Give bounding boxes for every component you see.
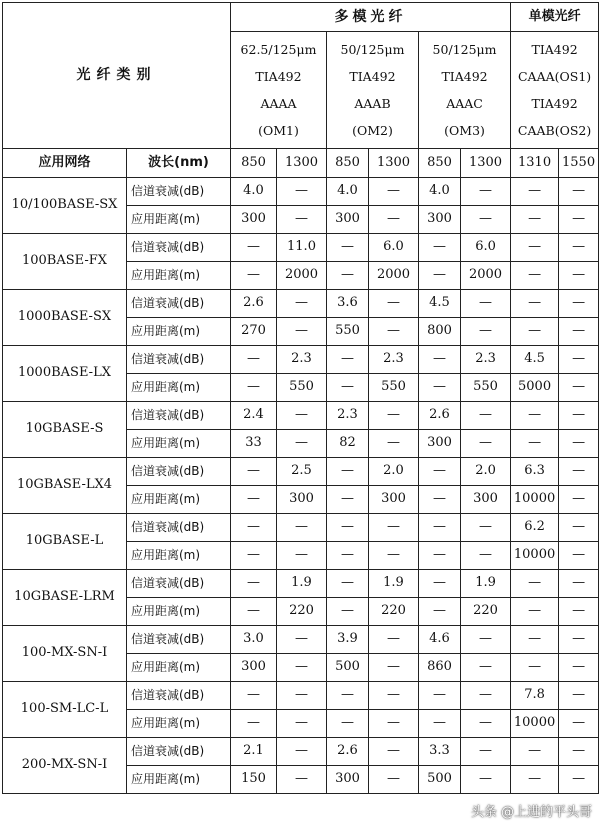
attenuation-cell: — bbox=[559, 570, 599, 598]
distance-cell: 300 bbox=[419, 206, 461, 234]
attenuation-cell: 4.5 bbox=[419, 290, 461, 318]
attenuation-cell: — bbox=[419, 346, 461, 374]
header-row-group bbox=[3, 3, 599, 32]
attenuation-cell: — bbox=[231, 682, 277, 710]
attenuation-cell: — bbox=[231, 234, 277, 262]
distance-cell: — bbox=[419, 486, 461, 514]
attenuation-cell: 3.6 bbox=[327, 290, 369, 318]
attenuation-label: 信道衰减(dB) bbox=[127, 458, 231, 486]
network-name: 10GBASE-LX4 bbox=[3, 458, 127, 514]
attenuation-cell: 6.0 bbox=[461, 234, 511, 262]
distance-label: 应用距离(m) bbox=[127, 766, 231, 794]
distance-cell: — bbox=[369, 542, 419, 570]
distance-cell: — bbox=[511, 206, 559, 234]
attenuation-cell: 2.6 bbox=[231, 290, 277, 318]
distance-cell: — bbox=[419, 262, 461, 290]
attenuation-cell: 2.0 bbox=[369, 458, 419, 486]
distance-cell: — bbox=[277, 710, 327, 738]
distance-cell: 300 bbox=[231, 654, 277, 682]
distance-cell: 550 bbox=[277, 374, 327, 402]
distance-cell: 33 bbox=[231, 430, 277, 458]
distance-cell: 550 bbox=[327, 318, 369, 346]
distance-cell: — bbox=[559, 430, 599, 458]
distance-cell: — bbox=[231, 262, 277, 290]
distance-cell: — bbox=[511, 318, 559, 346]
attenuation-cell: — bbox=[511, 738, 559, 766]
attenuation-cell: — bbox=[559, 626, 599, 654]
fiber-type-line: TIA492 bbox=[441, 69, 488, 84]
fiber-spec-table bbox=[2, 2, 599, 794]
attenuation-label: 信道衰减(dB) bbox=[127, 682, 231, 710]
distance-cell: — bbox=[559, 654, 599, 682]
header-row-wavelengths bbox=[3, 149, 599, 178]
network-name: 100BASE-FX bbox=[3, 234, 127, 290]
attenuation-cell: 6.3 bbox=[511, 458, 559, 486]
distance-cell: 550 bbox=[369, 374, 419, 402]
attenuation-label: 信道衰减(dB) bbox=[127, 402, 231, 430]
distance-cell: — bbox=[461, 766, 511, 794]
table-row bbox=[3, 570, 599, 598]
attenuation-cell: — bbox=[559, 290, 599, 318]
attenuation-cell: 1.9 bbox=[461, 570, 511, 598]
fiber-type-line: AAAB bbox=[354, 96, 391, 111]
attenuation-cell: — bbox=[277, 290, 327, 318]
distance-cell: 300 bbox=[327, 206, 369, 234]
wavelength-cell: 850 bbox=[327, 149, 369, 178]
distance-cell: 500 bbox=[419, 766, 461, 794]
attenuation-label: 信道衰减(dB) bbox=[127, 738, 231, 766]
distance-cell: — bbox=[461, 430, 511, 458]
fiber-type-line: CAAA(OS1) bbox=[517, 69, 592, 84]
attenuation-cell: 6.0 bbox=[369, 234, 419, 262]
attenuation-cell: 2.3 bbox=[369, 346, 419, 374]
distance-cell: — bbox=[369, 318, 419, 346]
distance-cell: — bbox=[277, 430, 327, 458]
attenuation-cell: 3.0 bbox=[231, 626, 277, 654]
distance-cell: — bbox=[511, 654, 559, 682]
distance-cell: 220 bbox=[461, 598, 511, 626]
distance-cell: — bbox=[327, 486, 369, 514]
distance-cell: — bbox=[369, 654, 419, 682]
distance-label: 应用距离(m) bbox=[127, 430, 231, 458]
attenuation-cell: — bbox=[559, 514, 599, 542]
attenuation-cell: — bbox=[277, 402, 327, 430]
distance-cell: 300 bbox=[419, 430, 461, 458]
distance-cell: — bbox=[461, 710, 511, 738]
attenuation-cell: 4.5 bbox=[511, 346, 559, 374]
distance-cell: — bbox=[511, 262, 559, 290]
network-name: 1000BASE-LX bbox=[3, 346, 127, 402]
distance-cell: 270 bbox=[231, 318, 277, 346]
distance-label: 应用距离(m) bbox=[127, 262, 231, 290]
attenuation-cell: 4.0 bbox=[419, 178, 461, 206]
distance-cell: 82 bbox=[327, 430, 369, 458]
distance-cell: 800 bbox=[419, 318, 461, 346]
table-row bbox=[3, 402, 599, 430]
attenuation-label: 信道衰减(dB) bbox=[127, 514, 231, 542]
attenuation-cell: 4.6 bbox=[419, 626, 461, 654]
table-row bbox=[3, 514, 599, 542]
distance-cell: 300 bbox=[369, 486, 419, 514]
distance-cell: 500 bbox=[327, 654, 369, 682]
fiber-type-line: TIA492 bbox=[531, 42, 578, 57]
distance-cell: — bbox=[327, 710, 369, 738]
distance-cell: — bbox=[559, 710, 599, 738]
network-name: 200-MX-SN-I bbox=[3, 738, 127, 794]
singlemode-fiber-header: 单模光纤 bbox=[511, 3, 599, 32]
attenuation-cell: 2.6 bbox=[419, 402, 461, 430]
attenuation-cell: 1.9 bbox=[277, 570, 327, 598]
distance-label: 应用距离(m) bbox=[127, 206, 231, 234]
distance-cell: 10000 bbox=[511, 710, 559, 738]
distance-cell: — bbox=[559, 318, 599, 346]
distance-cell: 5000 bbox=[511, 374, 559, 402]
distance-cell: 150 bbox=[231, 766, 277, 794]
distance-cell: 300 bbox=[327, 766, 369, 794]
distance-cell: — bbox=[461, 318, 511, 346]
distance-cell: — bbox=[461, 542, 511, 570]
distance-cell: — bbox=[277, 766, 327, 794]
attenuation-cell: — bbox=[327, 570, 369, 598]
fiber-type-line: TIA492 bbox=[349, 69, 396, 84]
attenuation-cell: — bbox=[327, 514, 369, 542]
attenuation-cell: — bbox=[461, 514, 511, 542]
wavelength-cell: 1300 bbox=[277, 149, 327, 178]
fiber-type-line: AAAC bbox=[446, 96, 483, 111]
wavelength-cell: 1300 bbox=[369, 149, 419, 178]
distance-cell: — bbox=[369, 766, 419, 794]
distance-cell: — bbox=[559, 542, 599, 570]
distance-cell: 2000 bbox=[277, 262, 327, 290]
table-row bbox=[3, 682, 599, 710]
multimode-fiber-header: 多模光纤 bbox=[231, 3, 511, 32]
distance-cell: — bbox=[559, 766, 599, 794]
attenuation-cell: 1.9 bbox=[369, 570, 419, 598]
attenuation-cell: — bbox=[419, 234, 461, 262]
attenuation-cell: 2.6 bbox=[327, 738, 369, 766]
distance-cell: — bbox=[511, 766, 559, 794]
distance-label: 应用距离(m) bbox=[127, 598, 231, 626]
distance-cell: 550 bbox=[461, 374, 511, 402]
fiber-category-label: 光纤类别 bbox=[3, 3, 231, 149]
table-row bbox=[3, 626, 599, 654]
distance-cell: — bbox=[511, 430, 559, 458]
wavelength-cell: 1310 bbox=[511, 149, 559, 178]
attenuation-cell: — bbox=[419, 570, 461, 598]
table-row bbox=[3, 458, 599, 486]
attenuation-cell: — bbox=[369, 402, 419, 430]
fiber-type-om1 bbox=[231, 32, 327, 149]
attenuation-cell: 4.0 bbox=[231, 178, 277, 206]
attenuation-label: 信道衰减(dB) bbox=[127, 178, 231, 206]
distance-cell: — bbox=[461, 206, 511, 234]
distance-cell: — bbox=[559, 262, 599, 290]
fiber-type-om2 bbox=[327, 32, 419, 149]
distance-cell: 220 bbox=[369, 598, 419, 626]
attenuation-label: 信道衰减(dB) bbox=[127, 626, 231, 654]
attenuation-cell: — bbox=[559, 346, 599, 374]
distance-label: 应用距离(m) bbox=[127, 710, 231, 738]
fiber-type-line: AAAA bbox=[260, 96, 297, 111]
distance-cell: — bbox=[369, 206, 419, 234]
distance-cell: — bbox=[277, 318, 327, 346]
distance-cell: — bbox=[327, 374, 369, 402]
distance-cell: — bbox=[327, 598, 369, 626]
attenuation-cell: — bbox=[369, 626, 419, 654]
attenuation-cell: 2.3 bbox=[461, 346, 511, 374]
wavelength-cell: 850 bbox=[419, 149, 461, 178]
wavelength-cell: 850 bbox=[231, 149, 277, 178]
attenuation-cell: — bbox=[277, 738, 327, 766]
table-row bbox=[3, 346, 599, 374]
distance-cell: — bbox=[369, 710, 419, 738]
table-row bbox=[3, 234, 599, 262]
attenuation-cell: — bbox=[327, 234, 369, 262]
attenuation-cell: — bbox=[559, 682, 599, 710]
attenuation-cell: — bbox=[369, 514, 419, 542]
distance-cell: — bbox=[559, 598, 599, 626]
distance-cell: — bbox=[231, 598, 277, 626]
attenuation-cell: — bbox=[369, 738, 419, 766]
distance-cell: — bbox=[277, 206, 327, 234]
attenuation-cell: — bbox=[461, 178, 511, 206]
attenuation-cell: — bbox=[277, 178, 327, 206]
attenuation-cell: — bbox=[559, 402, 599, 430]
distance-cell: — bbox=[231, 710, 277, 738]
fiber-type-line: 50/125μm bbox=[340, 42, 405, 57]
distance-cell: 10000 bbox=[511, 486, 559, 514]
distance-cell: — bbox=[419, 542, 461, 570]
distance-cell: — bbox=[231, 374, 277, 402]
distance-cell: 300 bbox=[461, 486, 511, 514]
attenuation-cell: 3.3 bbox=[419, 738, 461, 766]
distance-cell: — bbox=[419, 374, 461, 402]
attenuation-cell: — bbox=[369, 682, 419, 710]
attenuation-cell: — bbox=[419, 458, 461, 486]
attenuation-cell: — bbox=[419, 682, 461, 710]
attenuation-cell: 3.9 bbox=[327, 626, 369, 654]
fiber-type-line: TIA492 bbox=[531, 96, 578, 111]
distance-cell: 860 bbox=[419, 654, 461, 682]
distance-cell: 220 bbox=[277, 598, 327, 626]
attenuation-cell: — bbox=[559, 458, 599, 486]
network-name: 100-SM-LC-L bbox=[3, 682, 127, 738]
distance-cell: — bbox=[419, 598, 461, 626]
attenuation-cell: — bbox=[327, 346, 369, 374]
attenuation-cell: 6.2 bbox=[511, 514, 559, 542]
fiber-type-line: (OM1) bbox=[258, 123, 299, 138]
distance-cell: 10000 bbox=[511, 542, 559, 570]
attenuation-cell: — bbox=[559, 234, 599, 262]
network-name: 100-MX-SN-I bbox=[3, 626, 127, 682]
attenuation-cell: 2.0 bbox=[461, 458, 511, 486]
distance-cell: — bbox=[231, 486, 277, 514]
network-rows bbox=[3, 178, 599, 794]
table-row bbox=[3, 178, 599, 206]
attenuation-cell: — bbox=[461, 738, 511, 766]
network-name: 10GBASE-LRM bbox=[3, 570, 127, 626]
attenuation-cell: — bbox=[559, 738, 599, 766]
table-row bbox=[3, 738, 599, 766]
table-row bbox=[3, 290, 599, 318]
distance-cell: 2000 bbox=[461, 262, 511, 290]
attenuation-label: 信道衰减(dB) bbox=[127, 346, 231, 374]
attenuation-cell: — bbox=[327, 458, 369, 486]
distance-cell: — bbox=[277, 654, 327, 682]
distance-cell: — bbox=[327, 262, 369, 290]
fiber-type-line: TIA492 bbox=[255, 69, 302, 84]
attenuation-cell: — bbox=[369, 290, 419, 318]
attenuation-cell: — bbox=[231, 570, 277, 598]
fiber-type-line: CAAB(OS2) bbox=[517, 123, 592, 138]
network-name: 10/100BASE-SX bbox=[3, 178, 127, 234]
attenuation-cell: 2.5 bbox=[277, 458, 327, 486]
attenuation-cell: — bbox=[277, 626, 327, 654]
attenuation-cell: — bbox=[511, 626, 559, 654]
attenuation-cell: — bbox=[511, 570, 559, 598]
distance-cell: 2000 bbox=[369, 262, 419, 290]
fiber-type-line: 62.5/125μm bbox=[240, 42, 317, 57]
source-watermark: 头条 @上进的平头哥 bbox=[470, 805, 592, 820]
attenuation-cell: — bbox=[461, 290, 511, 318]
distance-label: 应用距离(m) bbox=[127, 318, 231, 346]
attenuation-cell: — bbox=[511, 234, 559, 262]
attenuation-cell: — bbox=[369, 178, 419, 206]
distance-cell: 300 bbox=[277, 486, 327, 514]
attenuation-cell: — bbox=[511, 290, 559, 318]
distance-cell: — bbox=[231, 542, 277, 570]
network-name: 1000BASE-SX bbox=[3, 290, 127, 346]
attenuation-cell: — bbox=[559, 178, 599, 206]
attenuation-label: 信道衰减(dB) bbox=[127, 570, 231, 598]
attenuation-cell: — bbox=[511, 178, 559, 206]
fiber-type-line: (OM3) bbox=[444, 123, 485, 138]
attenuation-cell: — bbox=[327, 682, 369, 710]
attenuation-cell: 2.4 bbox=[231, 402, 277, 430]
fiber-type-line: (OM2) bbox=[352, 123, 393, 138]
network-name: 10GBASE-S bbox=[3, 402, 127, 458]
fiber-type-line: 50/125μm bbox=[432, 42, 497, 57]
distance-cell: — bbox=[559, 206, 599, 234]
network-column-header: 应用网络 bbox=[3, 149, 127, 178]
distance-cell: — bbox=[419, 710, 461, 738]
attenuation-cell: 2.3 bbox=[277, 346, 327, 374]
attenuation-cell: 11.0 bbox=[277, 234, 327, 262]
distance-cell: — bbox=[461, 654, 511, 682]
distance-cell: — bbox=[327, 542, 369, 570]
attenuation-label: 信道衰减(dB) bbox=[127, 234, 231, 262]
distance-cell: 300 bbox=[231, 206, 277, 234]
attenuation-cell: — bbox=[461, 626, 511, 654]
network-name: 10GBASE-L bbox=[3, 514, 127, 570]
attenuation-cell: 2.3 bbox=[327, 402, 369, 430]
wavelength-cell: 1550 bbox=[559, 149, 599, 178]
attenuation-cell: — bbox=[461, 402, 511, 430]
fiber-type-om3 bbox=[419, 32, 511, 149]
distance-cell: — bbox=[277, 542, 327, 570]
attenuation-cell: — bbox=[277, 514, 327, 542]
distance-cell: — bbox=[559, 374, 599, 402]
distance-label: 应用距离(m) bbox=[127, 486, 231, 514]
attenuation-cell: — bbox=[511, 402, 559, 430]
attenuation-cell: — bbox=[461, 682, 511, 710]
attenuation-cell: — bbox=[419, 514, 461, 542]
wavelength-column-header: 波长(nm) bbox=[127, 149, 231, 178]
distance-label: 应用距离(m) bbox=[127, 374, 231, 402]
distance-label: 应用距离(m) bbox=[127, 654, 231, 682]
distance-cell: — bbox=[369, 430, 419, 458]
distance-cell: — bbox=[511, 598, 559, 626]
attenuation-cell: — bbox=[231, 458, 277, 486]
wavelength-cell: 1300 bbox=[461, 149, 511, 178]
fiber-type-os1-os2 bbox=[511, 32, 599, 149]
attenuation-cell: — bbox=[231, 346, 277, 374]
attenuation-cell: — bbox=[277, 682, 327, 710]
attenuation-cell: — bbox=[231, 514, 277, 542]
attenuation-label: 信道衰减(dB) bbox=[127, 290, 231, 318]
distance-cell: — bbox=[559, 486, 599, 514]
attenuation-cell: 7.8 bbox=[511, 682, 559, 710]
distance-label: 应用距离(m) bbox=[127, 542, 231, 570]
attenuation-cell: 4.0 bbox=[327, 178, 369, 206]
attenuation-cell: 2.1 bbox=[231, 738, 277, 766]
